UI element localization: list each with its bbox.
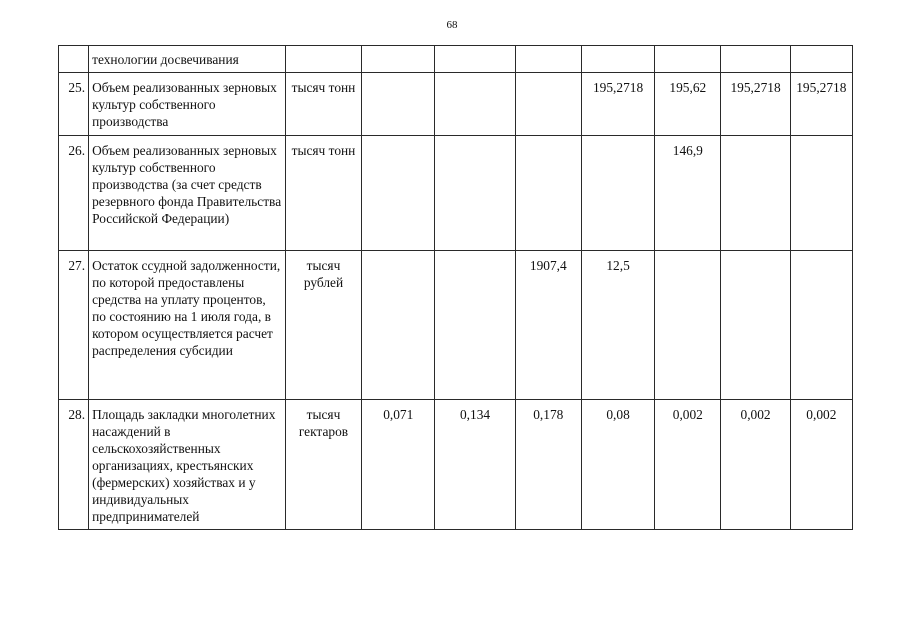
unit-cell: тысяч тонн bbox=[285, 136, 361, 251]
unit-cell: тысяч тонн bbox=[285, 73, 361, 136]
value-cell bbox=[362, 73, 435, 136]
value-cell bbox=[362, 46, 435, 73]
value-cell bbox=[435, 73, 515, 136]
value-cell bbox=[515, 73, 581, 136]
value-cell: 0,08 bbox=[581, 400, 654, 530]
value-cell bbox=[721, 136, 790, 251]
value-cell bbox=[721, 46, 790, 73]
row-number-cell: 28. bbox=[59, 400, 89, 530]
value-cell: 195,62 bbox=[655, 73, 721, 136]
value-cell: 0,002 bbox=[655, 400, 721, 530]
indicator-name-cell: Объем реализованных зерновых культур собственного производства (за счет средств резервного фонда Правительства Российской Федерации) bbox=[89, 136, 286, 251]
value-cell bbox=[435, 251, 515, 400]
value-cell bbox=[362, 251, 435, 400]
unit-cell: тысяч рублей bbox=[285, 251, 361, 400]
value-cell bbox=[362, 136, 435, 251]
value-cell: 195,2718 bbox=[790, 73, 852, 136]
value-cell: 0,178 bbox=[515, 400, 581, 530]
value-cell: 195,2718 bbox=[581, 73, 654, 136]
value-cell: 0,002 bbox=[721, 400, 790, 530]
value-cell: 146,9 bbox=[655, 136, 721, 251]
value-cell bbox=[790, 46, 852, 73]
value-cell bbox=[581, 136, 654, 251]
indicator-name-cell: технологии досвечивания bbox=[89, 46, 286, 73]
value-cell: 195,2718 bbox=[721, 73, 790, 136]
row-number-cell: 26. bbox=[59, 136, 89, 251]
indicator-name-cell: Остаток ссудной задолженности, по которой предоставлены средства на уплату процентов, по состоянию на 1 июля года, в котором осуществляется расчет распределения субсидии bbox=[89, 251, 286, 400]
value-cell bbox=[790, 136, 852, 251]
value-cell bbox=[515, 46, 581, 73]
table-row bbox=[59, 400, 853, 530]
value-cell: 0,002 bbox=[790, 400, 852, 530]
value-cell: 0,071 bbox=[362, 400, 435, 530]
unit-cell bbox=[285, 46, 361, 73]
indicators-table bbox=[58, 45, 853, 530]
value-cell: 1907,4 bbox=[515, 251, 581, 400]
table-row-continuation bbox=[59, 46, 853, 73]
indicator-name-cell: Площадь закладки многолетних насаждений в сельскохозяйственных организациях, крестьянских (фермерских) хозяйствах и у индивидуальных предпринимателей bbox=[89, 400, 286, 530]
row-number-cell: 27. bbox=[59, 251, 89, 400]
value-cell bbox=[435, 136, 515, 251]
value-cell bbox=[435, 46, 515, 73]
value-cell bbox=[655, 46, 721, 73]
value-cell bbox=[721, 251, 790, 400]
value-cell bbox=[655, 251, 721, 400]
indicator-name-cell: Объем реализованных зерновых культур собственного производства bbox=[89, 73, 286, 136]
row-number-cell bbox=[59, 46, 89, 73]
value-cell: 0,134 bbox=[435, 400, 515, 530]
table-row bbox=[59, 136, 853, 251]
value-cell bbox=[515, 136, 581, 251]
value-cell bbox=[581, 46, 654, 73]
unit-cell: тысяч гектаров bbox=[285, 400, 361, 530]
table-row bbox=[59, 73, 853, 136]
value-cell: 12,5 bbox=[581, 251, 654, 400]
table-row bbox=[59, 251, 853, 400]
row-number-cell: 25. bbox=[59, 73, 89, 136]
value-cell bbox=[790, 251, 852, 400]
page-number: 68 bbox=[446, 19, 458, 31]
